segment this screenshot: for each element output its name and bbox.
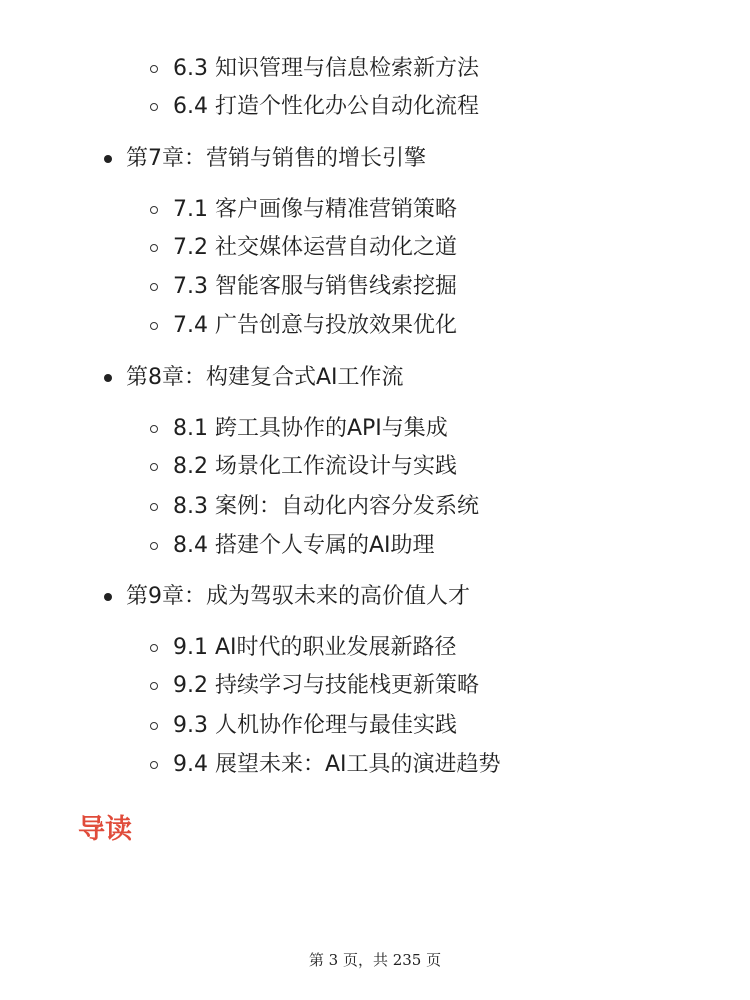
- toc-chapter-label: 第8章：构建复合式AI工作流: [126, 365, 404, 390]
- hollow-circle-bullet-icon: [150, 761, 158, 769]
- toc-section-label: 8.2 场景化工作流设计与实践: [173, 454, 457, 479]
- toc-section-label: 7.3 智能客服与销售线索挖掘: [173, 274, 457, 299]
- section-heading-introduction: 导读: [78, 814, 132, 845]
- hollow-circle-bullet-icon: [150, 722, 158, 730]
- hollow-circle-bullet-icon: [150, 283, 158, 291]
- toc-section-label: 8.4 搭建个人专属的AI助理: [173, 533, 435, 558]
- toc-section-label: 9.2 持续学习与技能栈更新策略: [173, 673, 479, 698]
- filled-circle-bullet-icon: [104, 593, 112, 601]
- toc-section-label: 8.1 跨工具协作的API与集成: [173, 416, 448, 441]
- toc-chapter-label: 第9章：成为驾驭未来的高价值人才: [126, 584, 470, 609]
- hollow-circle-bullet-icon: [150, 682, 158, 690]
- toc-section-label: 9.1 AI时代的职业发展新路径: [173, 635, 457, 660]
- toc-section-label: 8.3 案例：自动化内容分发系统: [173, 494, 479, 519]
- toc-section-label: 9.3 人机协作伦理与最佳实践: [173, 713, 457, 738]
- hollow-circle-bullet-icon: [150, 644, 158, 652]
- hollow-circle-bullet-icon: [150, 425, 158, 433]
- hollow-circle-bullet-icon: [150, 503, 158, 511]
- toc-chapter-label: 第7章：营销与销售的增长引擎: [126, 146, 426, 171]
- hollow-circle-bullet-icon: [150, 542, 158, 550]
- page-number-footer: 第 3 页，共 235 页: [308, 951, 442, 969]
- toc-section-label: 9.4 展望未来：AI工具的演进趋势: [173, 752, 501, 777]
- hollow-circle-bullet-icon: [150, 65, 158, 73]
- toc-section-label: 6.4 打造个性化办公自动化流程: [173, 94, 479, 119]
- toc-section-label: 7.4 广告创意与投放效果优化: [173, 313, 457, 338]
- hollow-circle-bullet-icon: [150, 463, 158, 471]
- filled-circle-bullet-icon: [104, 374, 112, 382]
- toc-section-label: 7.1 客户画像与精准营销策略: [173, 197, 457, 222]
- filled-circle-bullet-icon: [104, 155, 112, 163]
- hollow-circle-bullet-icon: [150, 206, 158, 214]
- hollow-circle-bullet-icon: [150, 103, 158, 111]
- toc-section-label: 6.3 知识管理与信息检索新方法: [173, 56, 479, 81]
- hollow-circle-bullet-icon: [150, 322, 158, 330]
- toc-section-label: 7.2 社交媒体运营自动化之道: [173, 235, 457, 260]
- hollow-circle-bullet-icon: [150, 244, 158, 252]
